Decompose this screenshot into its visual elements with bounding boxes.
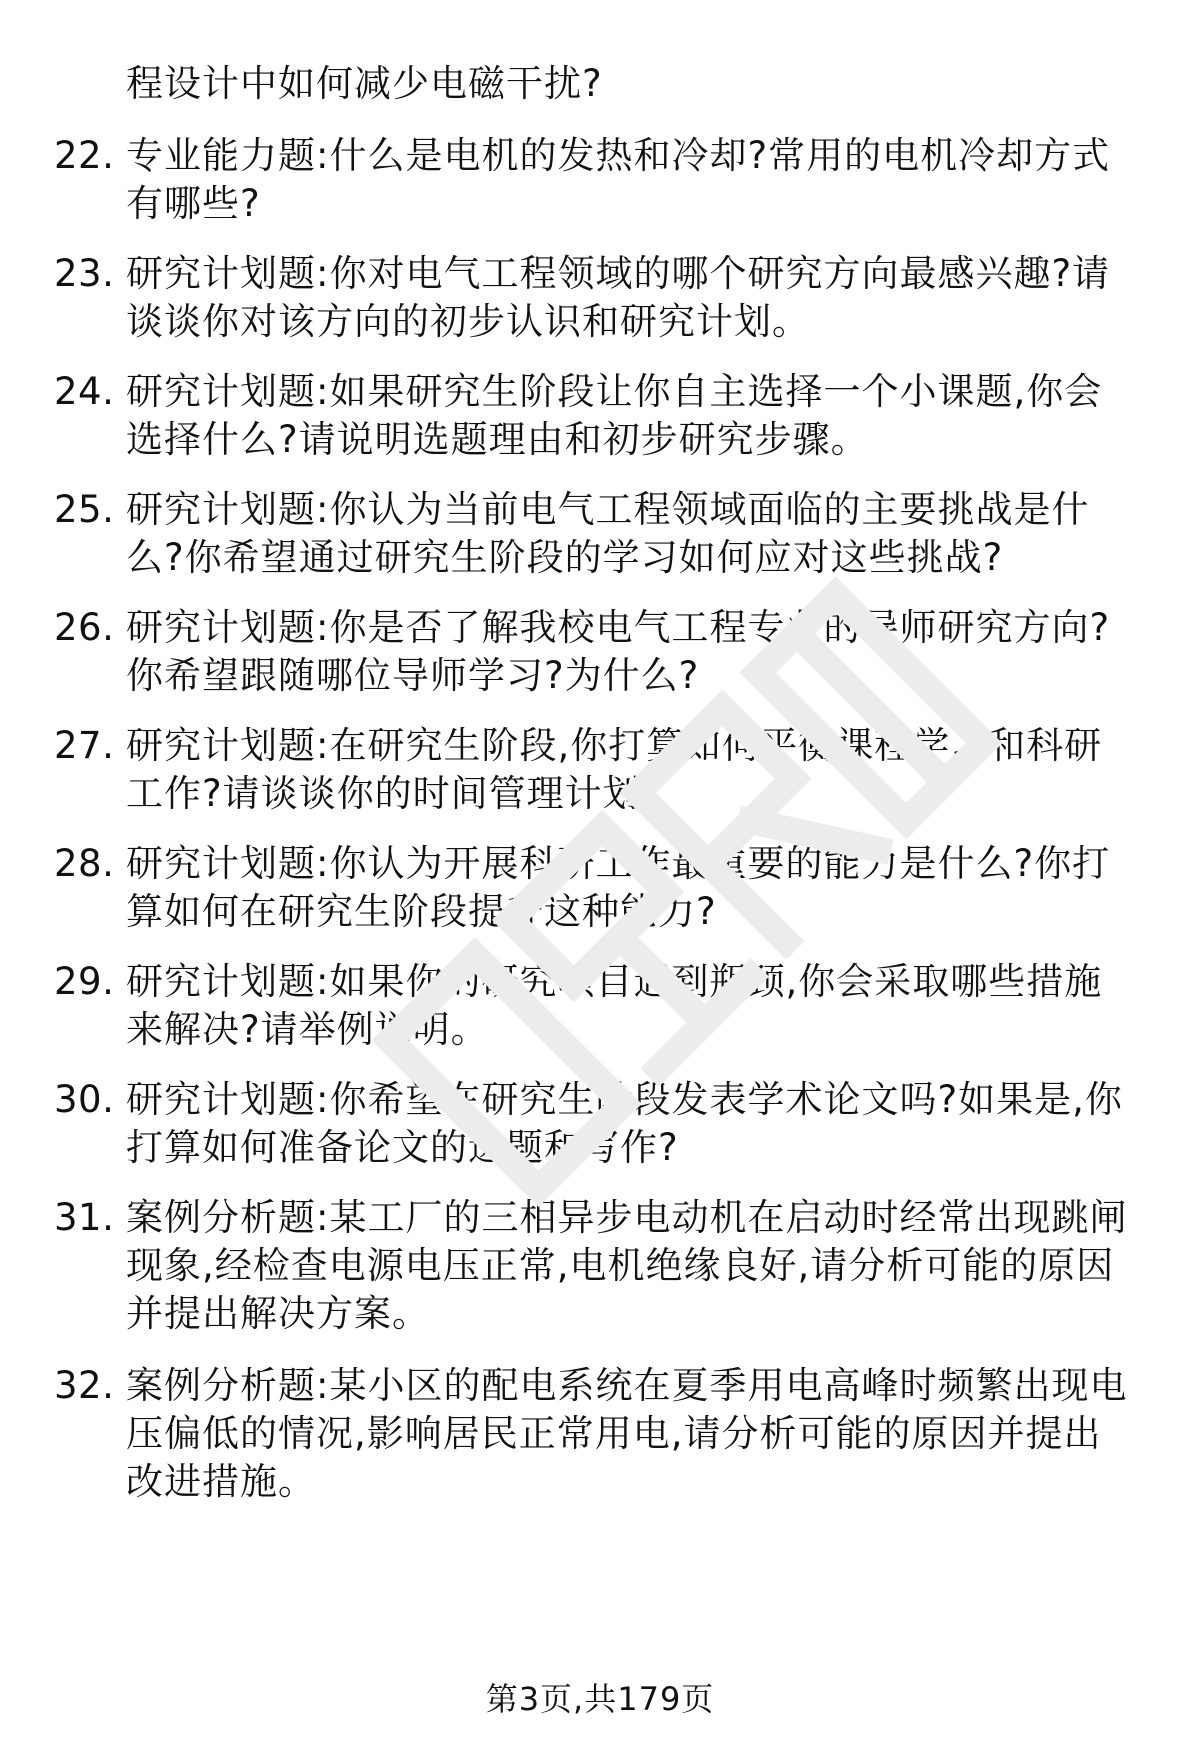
question-text: 专业能力题:什么是电机的发热和冷却?常用的电机冷却方式有哪些? — [126, 134, 1111, 225]
question-number: 22. — [54, 134, 115, 177]
question-number: 26. — [54, 606, 115, 649]
question-text: 案例分析题:某工厂的三相异步电动机在启动时经常出现跳闸现象,经检查电源电压正常,电机绝缘良好,请分析可能的原因并提出解决方案。 — [126, 1196, 1128, 1335]
question-number: 25. — [54, 488, 115, 531]
question-number: 23. — [54, 252, 115, 295]
question-number: 31. — [54, 1196, 115, 1239]
question-text: 研究计划题:你是否了解我校电气工程专业的导师研究方向?你希望跟随哪位导师学习?为什么? — [126, 606, 1111, 697]
question-number: 24. — [54, 370, 115, 413]
continued-question-text: 程设计中如何减少电磁干扰? — [126, 62, 603, 105]
question-text: 研究计划题:如果研究生阶段让你自主选择一个小课题,你会选择什么?请说明选题理由和初步研究步骤。 — [126, 370, 1103, 461]
question-number: 27. — [54, 724, 115, 767]
question-text: 研究计划题:如果你的研究项目遇到瓶颈,你会采取哪些措施来解决?请举例说明。 — [126, 960, 1103, 1051]
question-number: 32. — [54, 1364, 115, 1407]
question-text: 案例分析题:某小区的配电系统在夏季用电高峰时频繁出现电压偏低的情况,影响居民正常用电,请分析可能的原因并提出改进措施。 — [126, 1364, 1128, 1503]
question-number: 29. — [54, 960, 115, 1003]
question-number: 30. — [54, 1078, 115, 1121]
question-text: 研究计划题:你希望在研究生阶段发表学术论文吗?如果是,你打算如何准备论文的选题和写作? — [126, 1078, 1123, 1169]
question-text: 研究计划题:你认为开展科研工作最重要的能力是什么?你打算如何在研究生阶段提升这种能力? — [126, 842, 1111, 933]
question-number: 28. — [54, 842, 115, 885]
question-text: 研究计划题:你认为当前电气工程领域面临的主要挑战是什么?你希望通过研究生阶段的学习如何应对这些挑战? — [126, 488, 1090, 579]
page-footer: 第3页,共179页 — [485, 1680, 715, 1718]
question-text: 研究计划题:在研究生阶段,你打算如何平衡课程学习和科研工作?请谈谈你的时间管理计划。 — [126, 724, 1103, 815]
question-text: 研究计划题:你对电气工程领域的哪个研究方向最感兴趣?请谈谈你对该方向的初步认识和研究计划。 — [126, 252, 1111, 343]
